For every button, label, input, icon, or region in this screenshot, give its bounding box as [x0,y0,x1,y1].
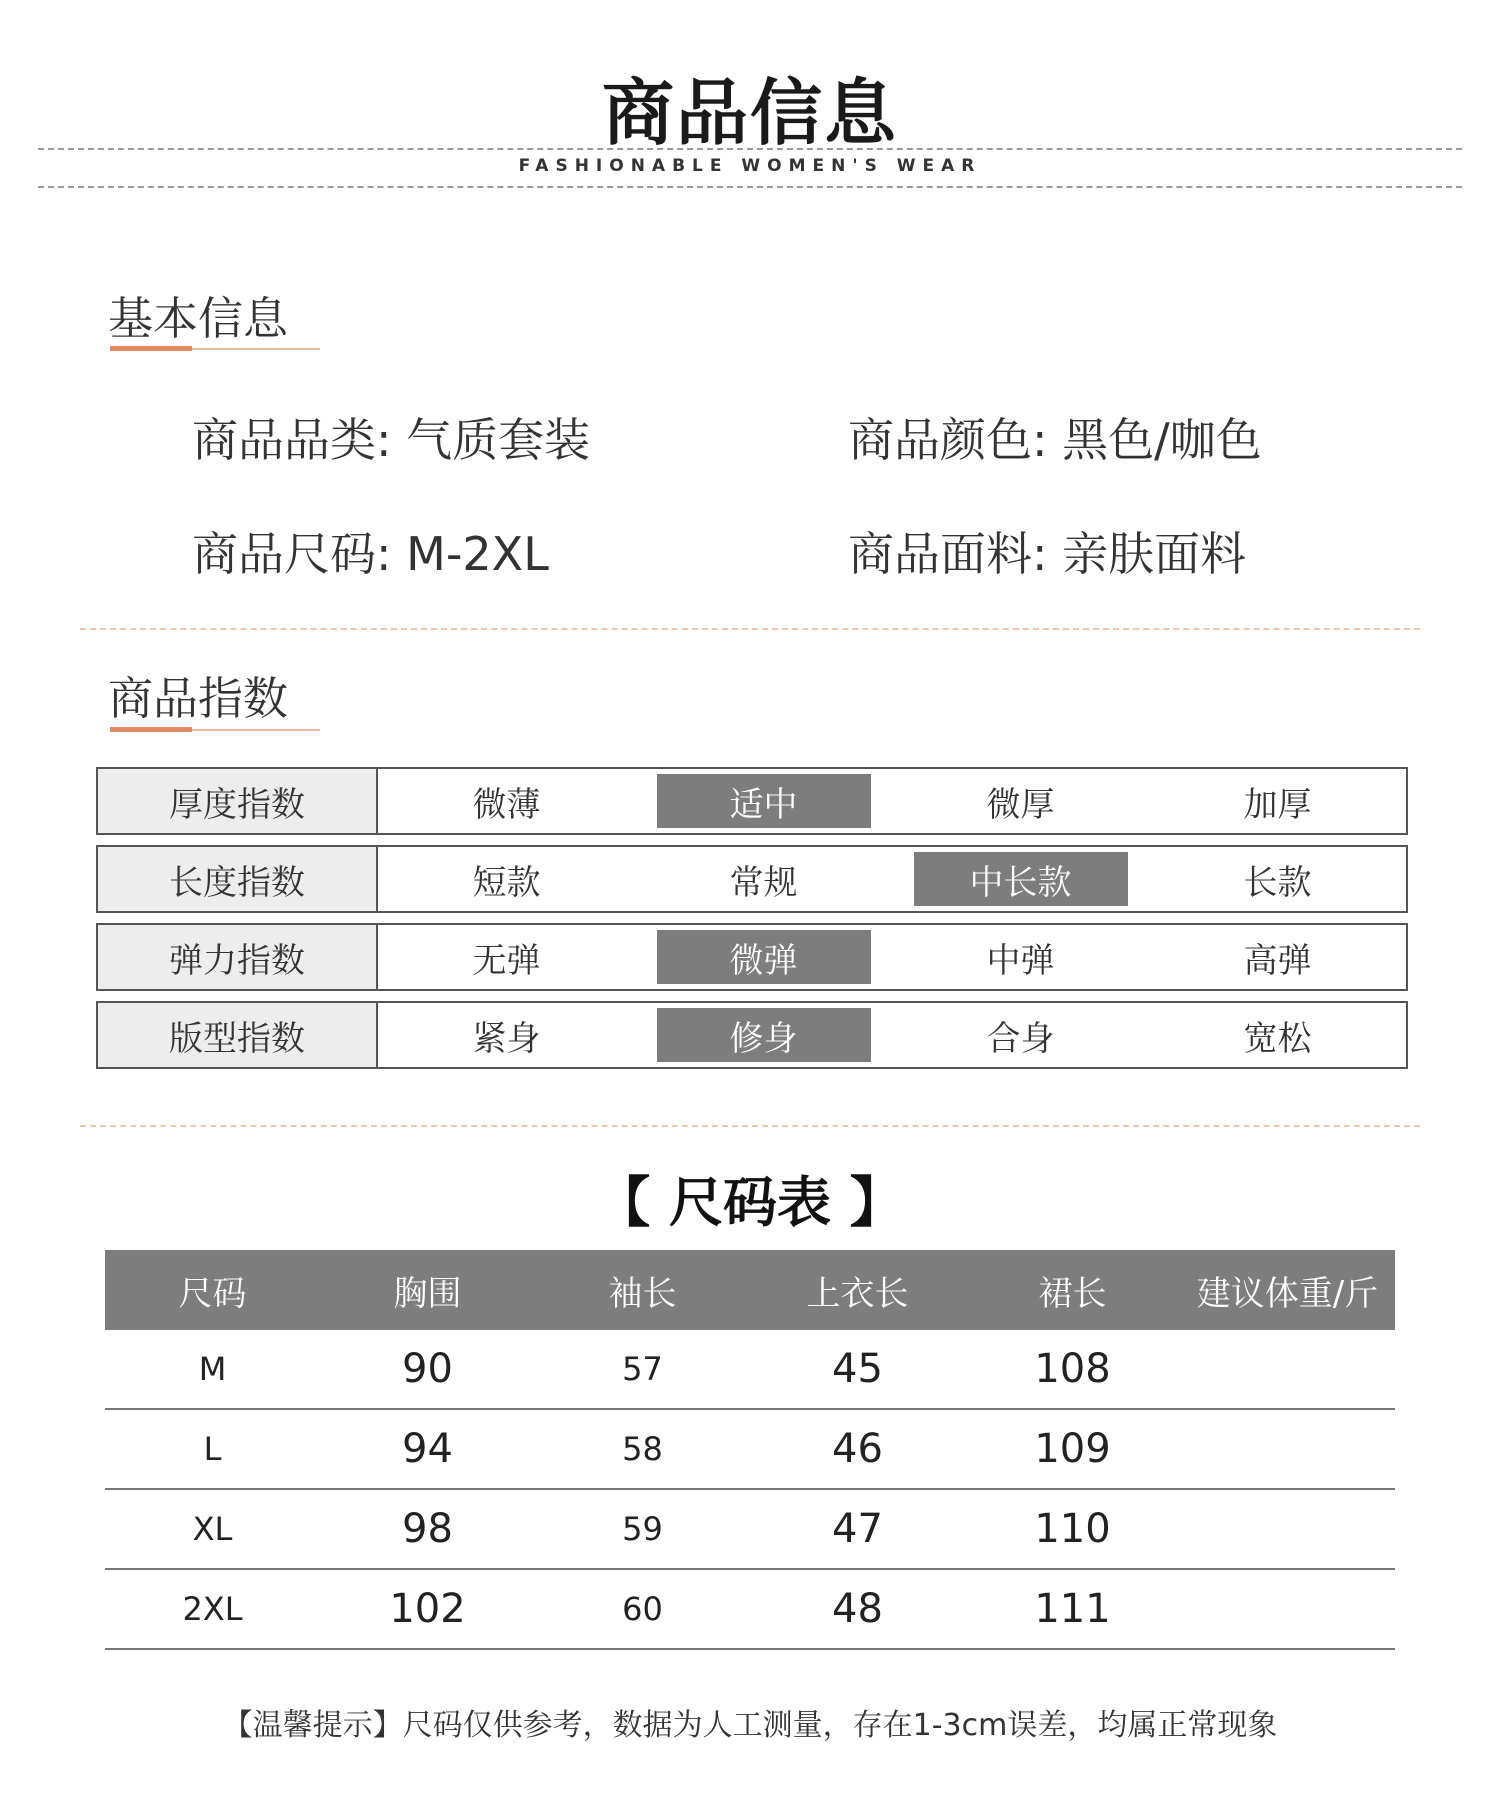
category-info [192,404,590,470]
cell-sleeve: 57 [535,1330,750,1409]
index-option-selected [892,847,1149,911]
column-header-sleeve: 袖长 [535,1250,750,1330]
index-row-thickness [96,767,1408,835]
section-divider [80,1125,1420,1127]
size-chart-table [105,1250,1395,1650]
cell-skirt-length: 108 [965,1330,1180,1409]
fabric-label: 商品面料: [848,527,1048,581]
cell-skirt-length: 110 [965,1489,1180,1569]
index-row-label: 弹力指数 [98,925,378,989]
cell-size: XL [105,1489,320,1569]
index-option-label: 紧身 [472,1018,541,1059]
section-title-basic: 基本信息 [108,292,289,345]
cell-bust: 102 [320,1569,535,1649]
index-option-label: 高弹 [1243,940,1312,981]
cell-sleeve: 59 [535,1489,750,1569]
index-option-label: 修身 [657,1008,871,1062]
cell-bust: 98 [320,1489,535,1569]
size-value: M-2XL [406,527,549,581]
index-option-label: 微薄 [472,784,541,825]
fabric-value: 亲肤面料 [1062,527,1247,581]
index-row-elasticity [96,923,1408,991]
index-option-label: 加厚 [1243,784,1312,825]
index-row-label: 版型指数 [98,1003,378,1067]
title-divider-top [38,148,1462,150]
index-row-label: 厚度指数 [98,769,378,833]
index-option [892,1003,1149,1067]
section-title-index: 商品指数 [108,672,289,725]
index-option-label: 短款 [472,862,541,903]
index-option-label: 微厚 [986,784,1055,825]
index-option [378,1003,635,1067]
category-label: 商品品类: [192,413,392,467]
index-option-label: 中长款 [914,852,1128,906]
index-row-length [96,845,1408,913]
cell-weight [1180,1409,1395,1489]
column-header-bust: 胸围 [320,1250,535,1330]
title-divider-bottom [38,186,1462,188]
column-header-skirt-length: 裙长 [965,1250,1180,1330]
index-option-label: 宽松 [1243,1018,1312,1059]
table-row [105,1330,1395,1409]
cell-size: L [105,1409,320,1489]
index-option-selected [635,925,892,989]
cell-top-length: 48 [750,1569,965,1649]
category-value: 气质套装 [406,413,591,467]
index-row-fit [96,1001,1408,1069]
fabric-info [848,518,1246,584]
index-option [1149,847,1406,911]
table-row [105,1409,1395,1489]
index-option [1149,925,1406,989]
size-chart-title: 【 尺码表 】 [596,1171,904,1234]
cell-weight [1180,1330,1395,1409]
cell-sleeve: 60 [535,1569,750,1649]
table-header-row [105,1250,1395,1330]
color-info [848,404,1262,470]
column-header-weight: 建议体重/斤 [1180,1250,1395,1330]
index-option-label: 无弹 [472,940,541,981]
color-value: 黑色/咖色 [1062,413,1262,467]
cell-top-length: 45 [750,1330,965,1409]
section-divider [80,628,1420,630]
cell-skirt-length: 109 [965,1409,1180,1489]
cell-skirt-length: 111 [965,1569,1180,1649]
section-underline-accent [110,727,192,732]
size-label: 商品尺码: [192,527,392,581]
cell-bust: 94 [320,1409,535,1489]
cell-size: 2XL [105,1569,320,1649]
size-tip-note: 【温馨提示】尺码仅供参考，数据为人工测量，存在1-3cm误差，均属正常现象 [222,1708,1278,1743]
index-option-label: 微弹 [657,930,871,984]
cell-top-length: 46 [750,1409,965,1489]
cell-top-length: 47 [750,1489,965,1569]
index-option [635,847,892,911]
index-option-selected [635,1003,892,1067]
cell-size: M [105,1330,320,1409]
cell-sleeve: 58 [535,1409,750,1489]
index-option [378,769,635,833]
page-title: 商品信息 [601,70,898,155]
index-option-label: 常规 [729,862,798,903]
index-option [1149,1003,1406,1067]
column-header-top-length: 上衣长 [750,1250,965,1330]
color-label: 商品颜色: [848,413,1048,467]
page-subtitle: FASHIONABLE WOMEN'S WEAR [518,156,982,176]
index-option-selected [635,769,892,833]
index-option [378,925,635,989]
index-option [1149,769,1406,833]
table-row [105,1489,1395,1569]
index-option-label: 中弹 [986,940,1055,981]
index-option-label: 适中 [657,774,871,828]
index-option-label: 长款 [1243,862,1312,903]
index-option [892,769,1149,833]
index-row-label: 长度指数 [98,847,378,911]
index-option [378,847,635,911]
column-header-size: 尺码 [105,1250,320,1330]
index-option-label: 合身 [986,1018,1055,1059]
size-info [192,518,549,584]
cell-weight [1180,1489,1395,1569]
cell-weight [1180,1569,1395,1649]
cell-bust: 90 [320,1330,535,1409]
index-option [892,925,1149,989]
table-row [105,1569,1395,1649]
section-underline-accent [110,346,192,351]
